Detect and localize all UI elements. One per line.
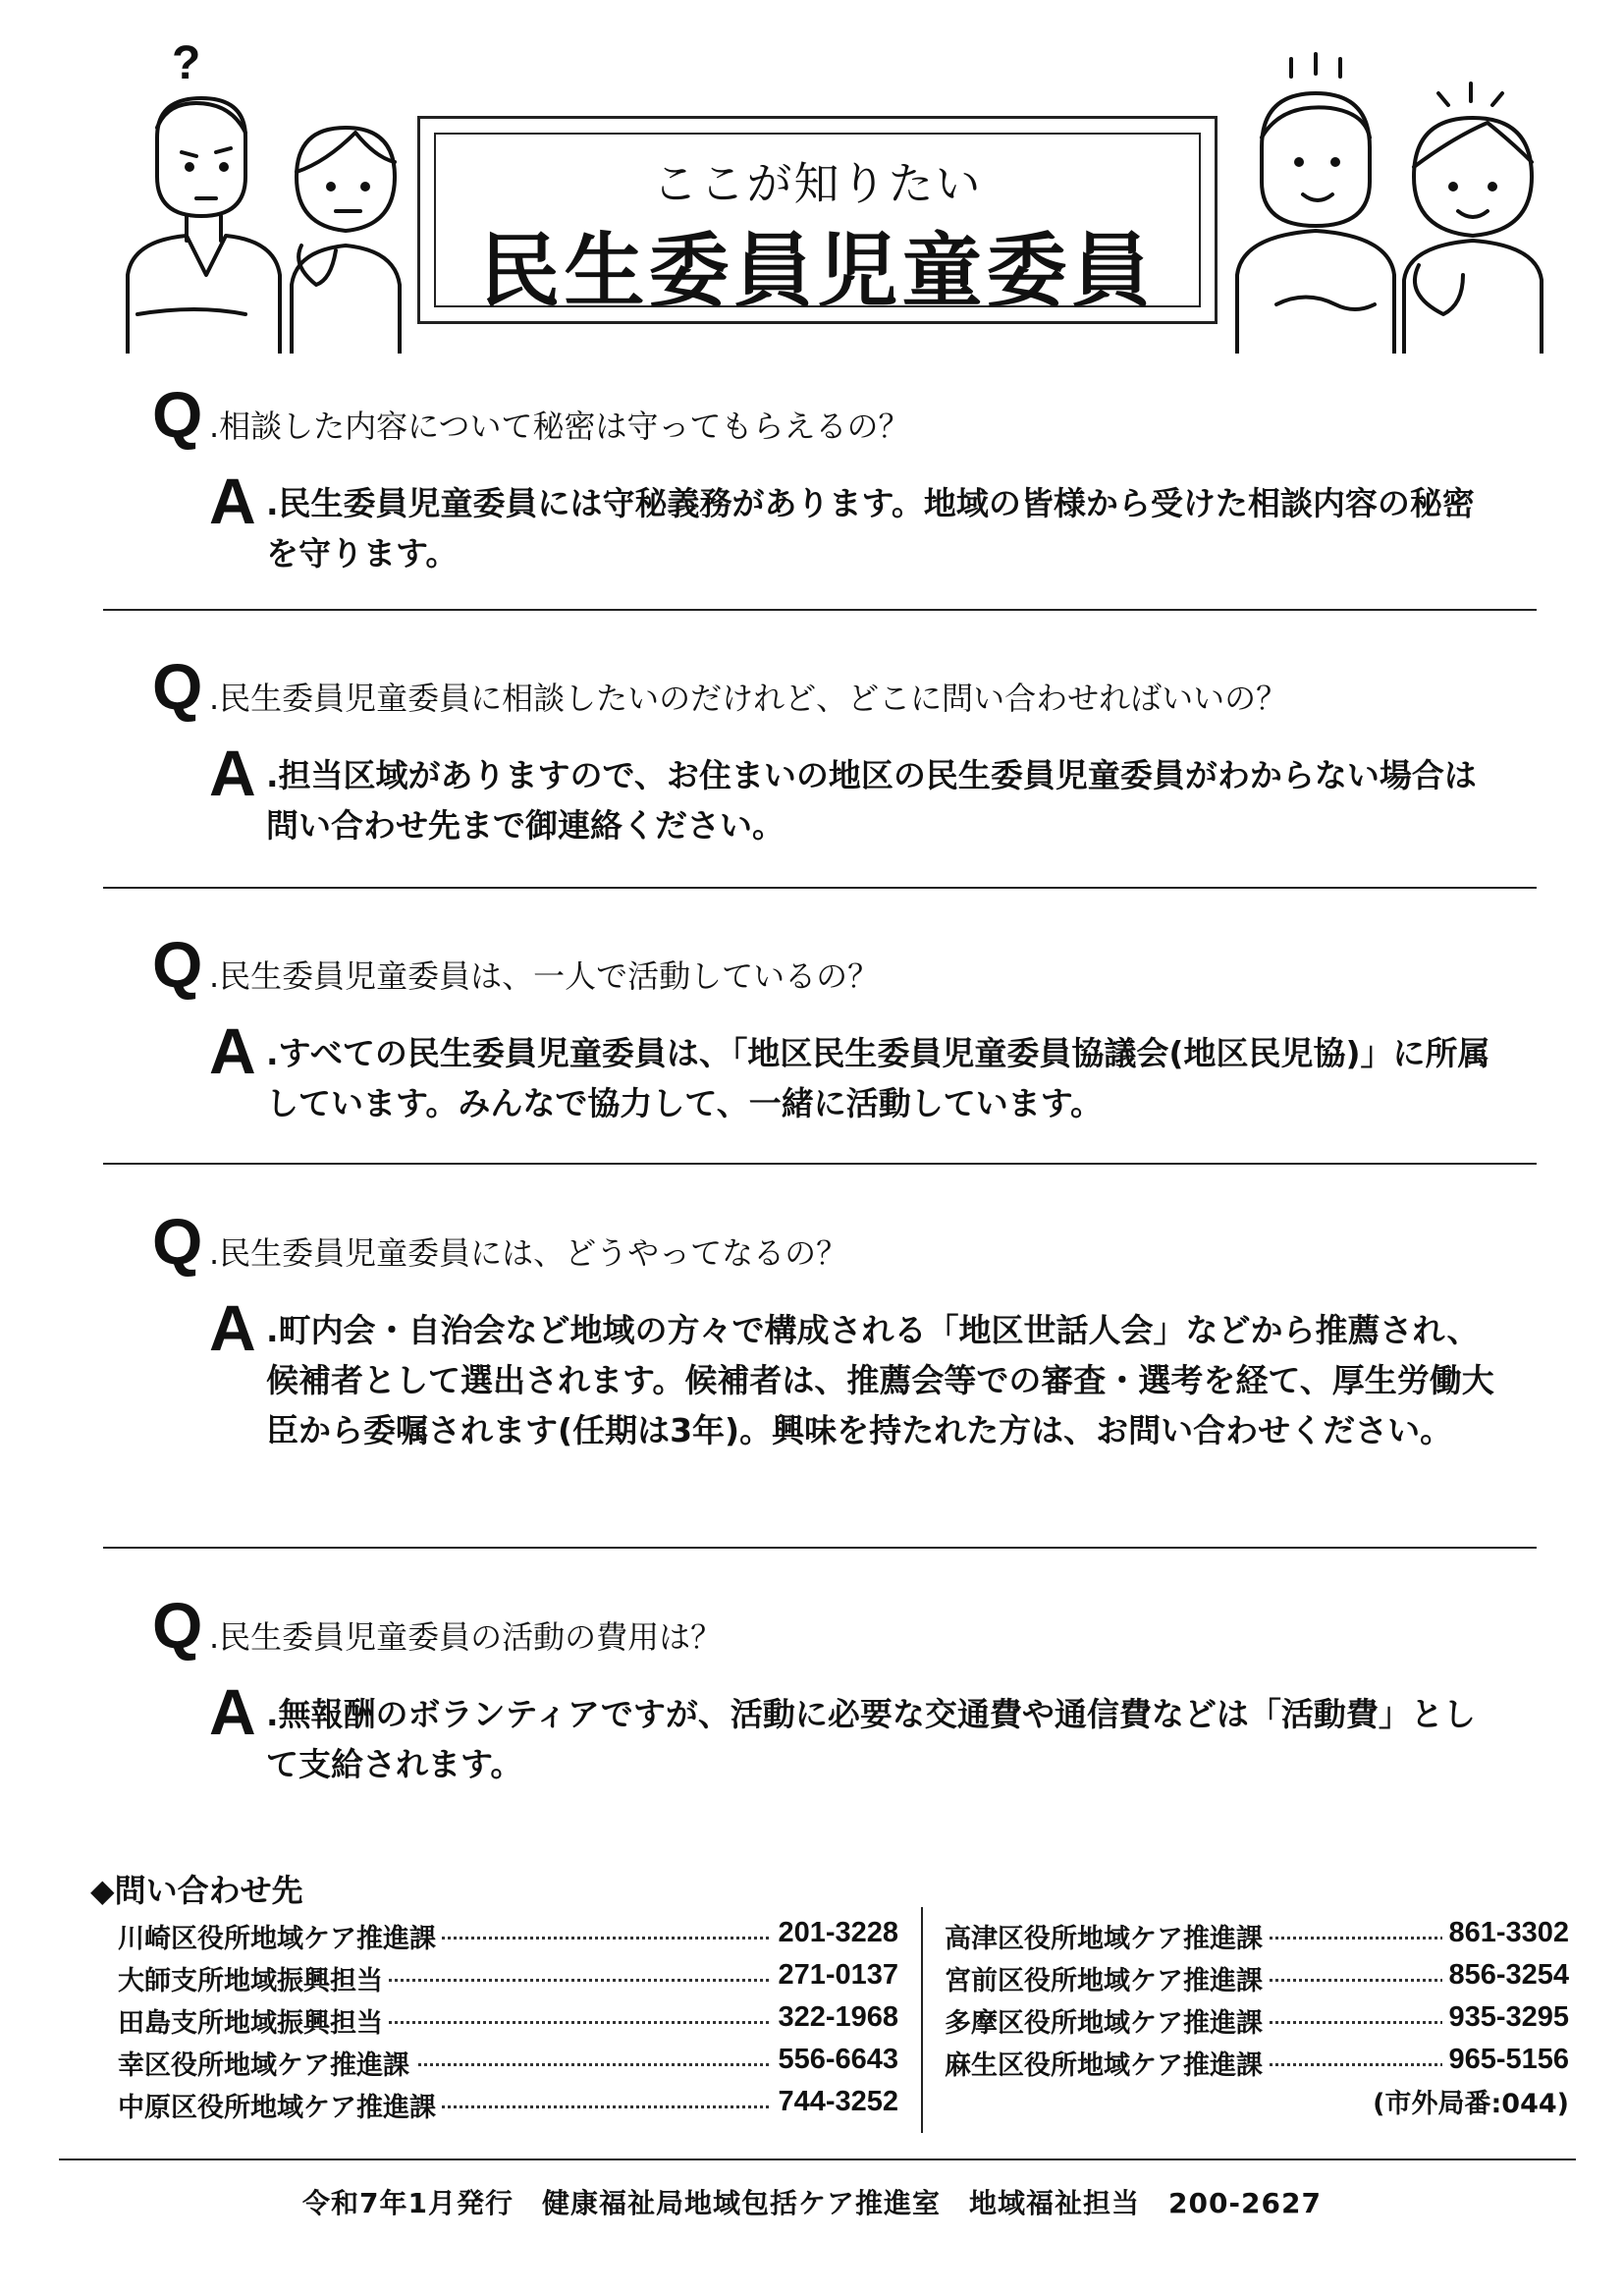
contact-row — [118, 2001, 898, 2044]
answer-text: .すべての民生委員児童委員は、「地区民生委員児童委員協議会(地区民児協)」に所属しています。みんなで協力して、一緒に活動しています。 — [266, 1034, 1490, 1122]
answer-row — [209, 1675, 1527, 1789]
contact-row — [118, 1917, 898, 1959]
contact-list-right — [945, 1917, 1569, 2086]
contact-tel: 856-3254 — [1442, 1959, 1569, 1992]
a-mark: A — [209, 1291, 256, 1364]
contact-name: 大師支所地域振興担当 — [118, 1959, 389, 1997]
contact-row — [945, 2044, 1569, 2086]
contact-tel: 935-3295 — [1442, 2001, 1569, 2034]
contact-tel: 271-0137 — [772, 1959, 898, 1992]
qa-block-5 — [152, 1589, 1527, 1789]
svg-text:?: ? — [172, 37, 201, 89]
question-row — [152, 1589, 1527, 1662]
q-mark: Q — [152, 928, 203, 1001]
q-mark: Q — [152, 378, 203, 451]
contact-column-divider — [921, 1907, 923, 2133]
contact-row — [118, 2044, 898, 2086]
contact-name: 中原区役所地域ケア推進課 — [118, 2086, 442, 2124]
question-row — [152, 650, 1527, 723]
answer-text: .無報酬のボランティアですが、活動に必要な交通費や通信費などは「活動費」として支給されます。 — [266, 1695, 1476, 1783]
contact-name: 高津区役所地域ケア推進課 — [945, 1917, 1269, 1955]
q-mark: Q — [152, 1205, 203, 1278]
area-code-note: (市外局番:044) — [1373, 2089, 1569, 2119]
answer-row — [209, 1014, 1527, 1128]
qa-block-3 — [152, 928, 1527, 1128]
separator-line — [103, 887, 1537, 889]
title-box — [417, 116, 1218, 324]
surprised-man-illustration — [1232, 39, 1399, 354]
contact-tel: 201-3228 — [772, 1917, 898, 1949]
separator-line — [103, 1163, 1537, 1165]
q-mark: Q — [152, 1589, 203, 1662]
contact-row — [118, 2086, 898, 2128]
separator-line — [103, 1547, 1537, 1549]
page-subtitle: ここが知りたい — [652, 157, 983, 210]
contact-name: 多摩区役所地域ケア推進課 — [945, 2001, 1269, 2040]
answer-text: .町内会・自治会など地域の方々で構成される「地区世話人会」などから推薦され、候補者として選出されます。候補者は、推薦会等での審査・選考を経て、厚生労働大臣から委嘱されます(任期は3年)。興味を持たれた方は、お問い合わせください。 — [266, 1311, 1494, 1449]
a-mark: A — [209, 464, 256, 537]
a-mark: A — [209, 737, 256, 809]
contact-name: 田島支所地域振興担当 — [118, 2001, 389, 2040]
separator-line — [103, 609, 1537, 611]
qa-block-2 — [152, 650, 1527, 850]
contact-tel: 965-5156 — [1442, 2044, 1569, 2076]
question-text: .民生委員児童委員には、どうやってなるの？ — [209, 1234, 848, 1272]
answer-row — [209, 1291, 1527, 1455]
qa-block-4 — [152, 1205, 1527, 1455]
answer-row — [209, 464, 1527, 578]
contact-name: 川崎区役所地域ケア推進課 — [118, 1917, 442, 1955]
contact-row — [945, 2001, 1569, 2044]
q-mark: Q — [152, 650, 203, 723]
contact-name: 麻生区役所地域ケア推進課 — [945, 2044, 1269, 2082]
question-text: .相談した内容について秘密は守ってもらえるの？ — [209, 408, 910, 445]
footer-separator — [59, 2158, 1576, 2160]
question-text: .民生委員児童委員の活動の費用は？ — [209, 1618, 723, 1656]
confused-man-illustration — [118, 29, 295, 354]
qa-block-1 — [152, 378, 1527, 578]
answer-text: .担当区域がありますので、お住まいの地区の民生委員児童委員がわからない場合は問い合わせ先まで御連絡ください。 — [266, 756, 1477, 845]
answer-text: .民生委員児童委員には守秘義務があります。地域の皆様から受けた相談内容の秘密を守ります。 — [266, 484, 1475, 573]
publication-footer: 令和7年1月発行 健康福祉局地域包括ケア推進室 地域福祉担当 200-2627 — [302, 2187, 1322, 2219]
contact-name: 幸区役所地域ケア推進課 — [118, 2044, 415, 2082]
question-text: .民生委員児童委員は、一人で活動しているの？ — [209, 957, 880, 995]
contact-tel: 322-1968 — [772, 2001, 898, 2034]
contact-list-left — [118, 1917, 898, 2128]
a-mark: A — [209, 1675, 256, 1748]
contact-name: 宮前区役所地域ケア推進課 — [945, 1959, 1269, 1997]
contact-row — [945, 1959, 1569, 2001]
question-text: .民生委員児童委員に相談したいのだけれど、どこに問い合わせればいいの？ — [209, 680, 1288, 717]
contact-tel: 744-3252 — [772, 2086, 898, 2118]
contact-tel: 861-3302 — [1442, 1917, 1569, 1949]
answer-row — [209, 737, 1527, 850]
a-mark: A — [209, 1014, 256, 1087]
question-row — [152, 1205, 1527, 1278]
contact-row — [945, 1917, 1569, 1959]
contact-tel: 556-6643 — [772, 2044, 898, 2076]
thinking-woman-illustration — [277, 118, 414, 354]
happy-woman-illustration — [1394, 79, 1551, 354]
question-row — [152, 378, 1527, 451]
contact-heading: ◆問い合わせ先 — [90, 1872, 303, 1909]
page-title: 民生委員児童委員 — [479, 225, 1156, 318]
question-row — [152, 928, 1527, 1001]
contact-row — [118, 1959, 898, 2001]
